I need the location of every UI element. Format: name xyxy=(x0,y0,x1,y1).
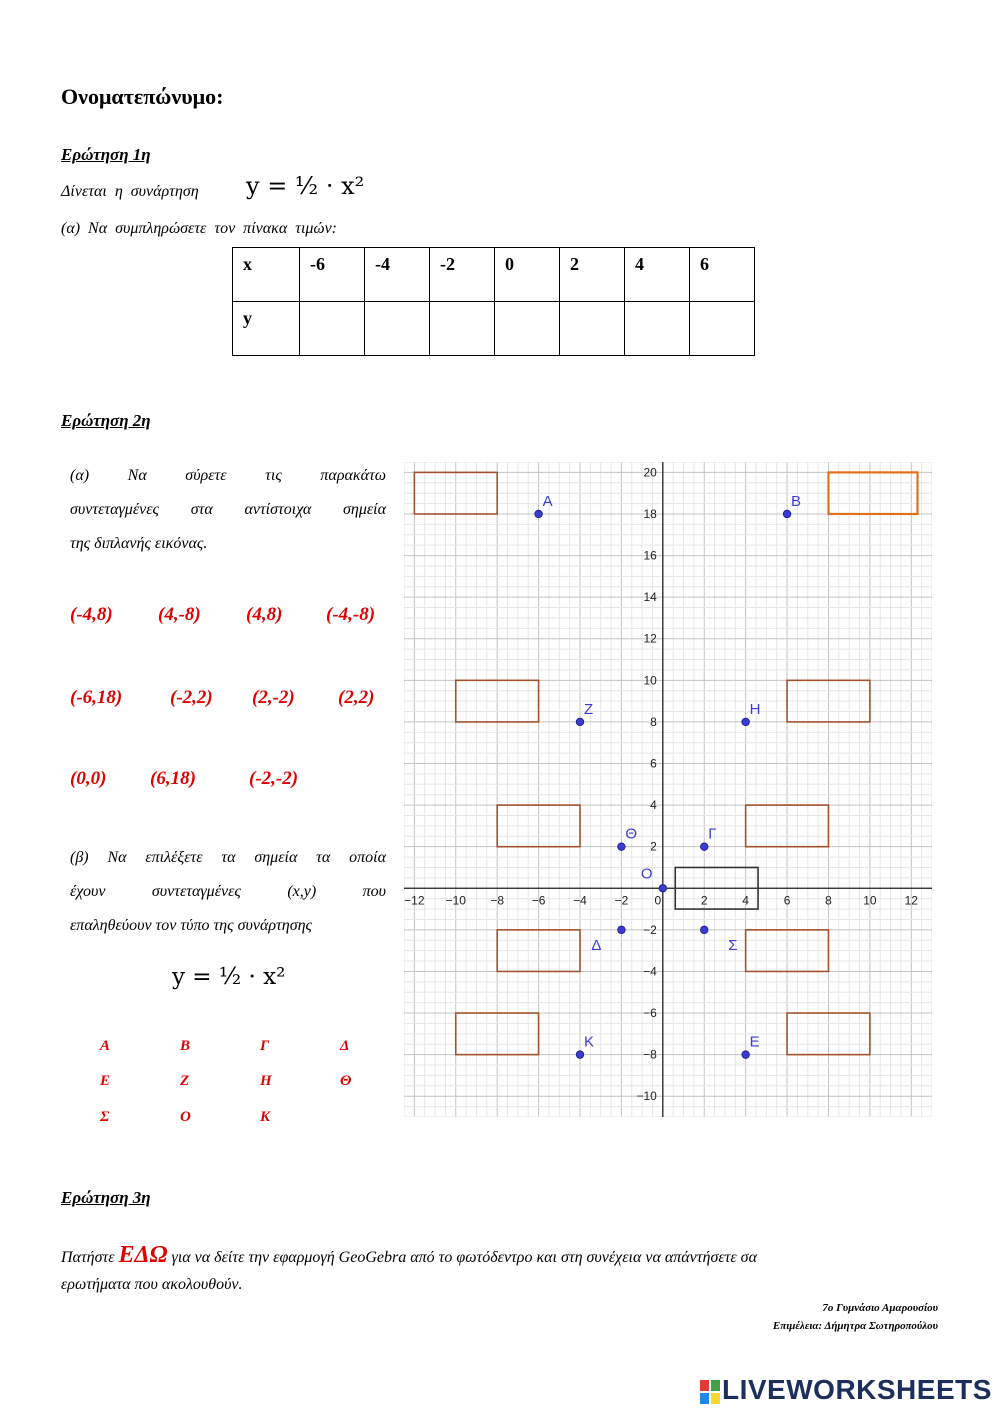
logo-block xyxy=(700,1380,709,1391)
question-3-heading: Ερώτηση 3η xyxy=(61,1188,151,1207)
point-label: Ο xyxy=(640,865,653,883)
point-label: Η xyxy=(749,700,761,718)
letter-choice[interactable]: Ε xyxy=(100,1073,111,1089)
plot-point xyxy=(742,718,750,726)
x-tick-label: −10 xyxy=(445,893,466,908)
x-tick-label: 4 xyxy=(742,893,749,908)
footer-school: 7ο Γυμνάσιο Αμαρουσίου xyxy=(822,1302,938,1314)
table-row-y xyxy=(233,302,755,356)
page-title: Ονοματεπώνυμο: xyxy=(61,84,224,109)
y-tick-label: 8 xyxy=(650,714,657,729)
point-label: Ζ xyxy=(584,700,594,718)
coord-item[interactable]: (-2,2) xyxy=(170,687,213,708)
q2-part-a-line: συντεταγμένες στα αντίστοιχα σημεία xyxy=(70,501,386,518)
coord-item[interactable]: (4,-8) xyxy=(158,604,201,625)
x-tick-label: −12 xyxy=(404,893,425,908)
table-x-cell: 6 xyxy=(690,248,755,302)
plot-background xyxy=(404,462,932,1117)
coord-item[interactable]: (6,18) xyxy=(150,768,196,789)
x-tick-label: 12 xyxy=(904,893,918,908)
q2-formula: y = ½ · x² xyxy=(172,964,286,990)
plot-point xyxy=(742,1051,750,1059)
liveworksheets-logo-icon xyxy=(700,1380,720,1404)
q3-pre: Πατήστε xyxy=(61,1249,115,1266)
letter-choice[interactable]: Σ xyxy=(100,1109,110,1125)
table-y-input[interactable] xyxy=(560,302,625,356)
y-tick-label: 18 xyxy=(643,506,657,521)
letter-choice[interactable]: Θ xyxy=(340,1073,352,1089)
y-tick-label: 10 xyxy=(643,673,657,688)
x-tick-label: −2 xyxy=(614,893,629,908)
table-x-cell: 0 xyxy=(495,248,560,302)
point-label: Κ xyxy=(584,1033,595,1051)
point-label: Β xyxy=(791,492,802,510)
x-tick-label: 2 xyxy=(700,893,708,908)
y-tick-label: −6 xyxy=(643,1006,657,1021)
plot-point xyxy=(700,843,708,851)
point-label: Α xyxy=(542,492,553,510)
letter-choice[interactable]: Ο xyxy=(180,1109,191,1125)
x-tick-label: −6 xyxy=(531,893,546,908)
table-x-cell: 2 xyxy=(560,248,625,302)
x-tick-label: 10 xyxy=(863,893,877,908)
here-link[interactable]: ΕΔΩ xyxy=(118,1242,168,1268)
y-tick-label: −10 xyxy=(636,1089,657,1104)
q2-part-b-line: έχουν συντεταγμένες (x,y) που xyxy=(70,883,386,900)
letter-choice[interactable]: Γ xyxy=(260,1038,270,1054)
table-x-cell: -4 xyxy=(365,248,430,302)
table-y-input[interactable] xyxy=(430,302,495,356)
q2-part-a xyxy=(70,459,386,561)
coord-item[interactable]: (-4,8) xyxy=(70,604,113,625)
table-x-cell: -6 xyxy=(300,248,365,302)
table-y-input[interactable] xyxy=(300,302,365,356)
plot-point xyxy=(576,1051,584,1059)
plot-point xyxy=(659,884,667,892)
q2-part-b-line: (β) Να επιλέξετε τα σημεία τα οποία xyxy=(70,849,386,866)
plot-point xyxy=(618,926,626,934)
y-tick-label: −4 xyxy=(643,964,657,979)
coord-item[interactable]: (-2,-2) xyxy=(249,768,299,789)
table-y-input[interactable] xyxy=(365,302,430,356)
table-y-input[interactable] xyxy=(495,302,560,356)
q3-line2: ερωτήματα που ακολουθούν. xyxy=(61,1276,243,1293)
y-tick-label: 4 xyxy=(650,798,657,813)
y-tick-label: −2 xyxy=(643,922,657,937)
q1-formula: y = ½ · x² xyxy=(246,172,365,200)
letter-choice[interactable]: Α xyxy=(100,1038,111,1054)
plot-point xyxy=(783,510,791,518)
x-tick-label: 0 xyxy=(654,893,662,908)
letter-choice[interactable]: Β xyxy=(180,1038,191,1054)
table-y-label: y xyxy=(233,302,300,356)
footer-editor: Επιμέλεια: Δήμητρα Σωτηροπούλου xyxy=(772,1320,938,1332)
table-row-x xyxy=(233,248,755,302)
q3-post: για να δείτε την εφαρμογή GeoGebra από το φωτόδεντρο και στη συνέχεια να απάντήσετε σα xyxy=(171,1249,757,1266)
table-x-cell: 4 xyxy=(625,248,690,302)
coord-item[interactable]: (2,2) xyxy=(338,687,375,708)
q1-task: (α) Να συμπληρώσετε τον πίνακα τιμών: xyxy=(61,220,338,237)
x-tick-label: 6 xyxy=(783,893,791,908)
logo-block xyxy=(711,1380,720,1391)
q1-intro: Δίνεται η συνάρτηση xyxy=(61,183,199,200)
table-y-input[interactable] xyxy=(690,302,755,356)
letter-choice[interactable]: Η xyxy=(260,1073,272,1089)
plot-point xyxy=(535,510,543,518)
coord-item[interactable]: (-4,-8) xyxy=(326,604,376,625)
coord-item[interactable]: (2,-2) xyxy=(252,687,295,708)
question-1-heading: Ερώτηση 1η xyxy=(61,145,151,164)
q2-part-a-line: της διπλανής εικόνας. xyxy=(70,535,208,552)
y-tick-label: 16 xyxy=(643,548,657,563)
x-tick-label: −8 xyxy=(490,893,505,908)
coord-item[interactable]: (-6,18) xyxy=(70,687,123,708)
coord-item[interactable]: (0,0) xyxy=(70,768,107,789)
letter-choice[interactable]: Κ xyxy=(260,1109,271,1125)
point-label: Δ xyxy=(591,936,602,954)
point-label: Θ xyxy=(625,825,638,843)
point-label: Ε xyxy=(749,1033,760,1051)
logo-block xyxy=(700,1393,709,1404)
point-label: Σ xyxy=(728,936,738,954)
table-x-cell: -2 xyxy=(430,248,495,302)
letter-choice[interactable]: Ζ xyxy=(180,1073,190,1089)
values-table xyxy=(232,247,755,356)
question-2-heading: Ερώτηση 2η xyxy=(61,411,151,430)
q3-text xyxy=(61,1242,757,1269)
q2-part-b-line: επαληθεύουν τον τύπο της συνάρτησης xyxy=(70,917,313,934)
table-x-label: x xyxy=(233,248,300,302)
y-tick-label: 6 xyxy=(650,756,657,771)
logo-block xyxy=(711,1393,720,1404)
liveworksheets-wordmark[interactable]: LIVEWORKSHEETS xyxy=(722,1374,992,1405)
plot-point xyxy=(700,926,708,934)
x-tick-label: 8 xyxy=(825,893,832,908)
point-label: Γ xyxy=(708,825,717,843)
letter-choice[interactable]: Δ xyxy=(340,1038,350,1054)
coord-item[interactable]: (4,8) xyxy=(246,604,283,625)
q2-part-b xyxy=(70,841,386,943)
q2-part-a-line: (α) Να σύρετε τις παρακάτω xyxy=(70,467,386,484)
plot-point xyxy=(576,718,584,726)
y-tick-label: −8 xyxy=(643,1047,657,1062)
y-tick-label: 14 xyxy=(643,590,657,605)
y-tick-label: 20 xyxy=(643,465,657,480)
table-y-input[interactable] xyxy=(625,302,690,356)
y-tick-label: 12 xyxy=(643,631,657,646)
x-tick-label: −4 xyxy=(573,893,587,908)
y-tick-label: 2 xyxy=(650,839,657,854)
coordinate-plane[interactable] xyxy=(404,462,932,1117)
plot-point xyxy=(618,843,626,851)
